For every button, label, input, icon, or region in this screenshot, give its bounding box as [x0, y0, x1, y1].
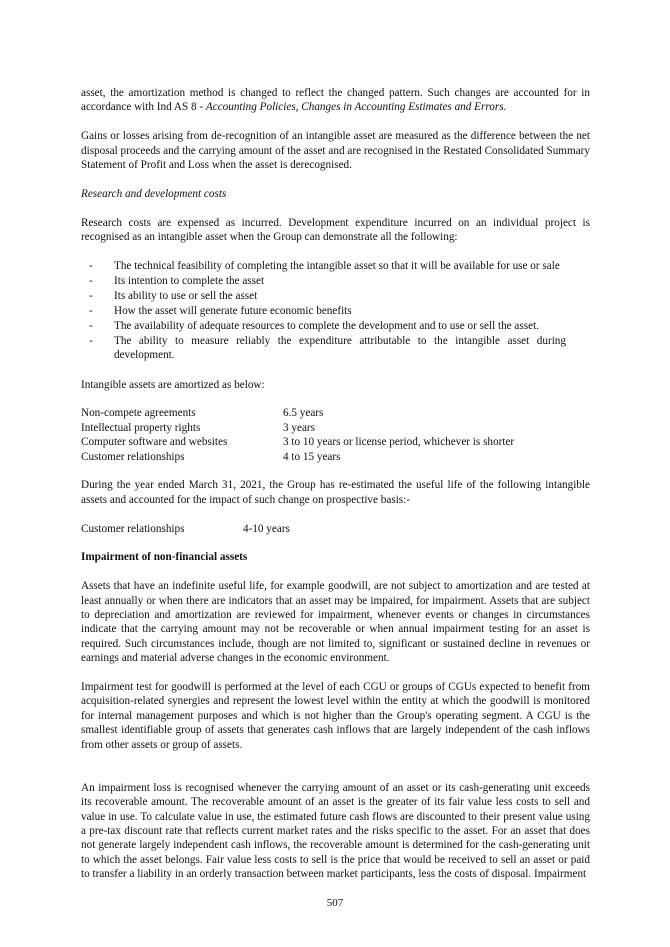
- list-item-text: The ability to measure reliably the expenditure attributable to the intangible asset during development.: [114, 334, 566, 362]
- dash-bullet: -: [89, 289, 93, 302]
- section-heading-research-development: Research and development costs: [81, 187, 227, 200]
- table-row: [81, 435, 514, 449]
- useful-life: 3 years: [283, 421, 315, 434]
- list-item-text: Its ability to use or sell the asset: [114, 289, 258, 302]
- asset-name: Non-compete agreements: [81, 407, 196, 420]
- paragraph-text: asset, the amortization method is changed to reflect the changed pattern. Such changes are accounted for in accordance with Ind AS 8 -: [81, 87, 590, 114]
- list-item: [81, 259, 590, 273]
- table-row: [81, 421, 514, 435]
- paragraph-amortization-method: [81, 86, 590, 115]
- asset-name: Computer software and websites: [81, 436, 228, 449]
- list-item: [81, 304, 590, 318]
- paragraph-research-costs: Research costs are expensed as incurred. Development expenditure incurred on an individual project is recognised as an intangible asset when the Group can demonstrate all the following:: [81, 216, 590, 244]
- amortization-table: [81, 406, 514, 464]
- useful-life: 4 to 15 years: [283, 450, 341, 463]
- paragraph-impairment-indefinite-life: Assets that have an indefinite useful life, for example goodwill, are not subject to amortization and are tested at least annually or when there are indicators that an asset may be impaired, for impairment. Assets that are subject to depreciation and amortization are reviewed for impairment, whenever events or changes in circumstances indicate that the carrying amount may not be recoverable or when annual impairment testing for an asset is required. Such circumstances include, though are not limited to, significant or sustained decline in revenues or earnings and material adverse changes in the economic environment.: [81, 580, 590, 665]
- useful-life: 3 to 10 years or license period, whichever is shorter: [283, 436, 515, 449]
- document-page-body: [81, 86, 590, 882]
- page-number: 507: [326, 897, 344, 909]
- useful-life: 6.5 years: [283, 407, 324, 420]
- dash-bullet: -: [89, 259, 93, 272]
- reestimation-table: [81, 522, 290, 536]
- paragraph-reestimation: During the year ended March 31, 2021, the Group has re-estimated the useful life of the following intangible assets and accounted for the impact of such change on prospective basis:-: [81, 479, 590, 506]
- dash-bullet: -: [89, 319, 93, 332]
- dash-bullet: -: [89, 274, 93, 287]
- list-item-text: How the asset will generate future economic benefits: [114, 304, 352, 317]
- paragraph-impairment-goodwill: Impairment test for goodwill is performed at the level of each CGU or groups of CGUs expected to benefit from acquisition-related synergies and represent the lowest level within the entity at which the goodwill is monitored for internal management purposes and which is not higher than the Group's operating segment. A CGU is the smallest identifiable group of assets that generates cash inflows that are largely independent of the cash inflows from other assets or group of assets.: [81, 681, 590, 751]
- asset-name: Intellectual property rights: [81, 421, 201, 434]
- paragraph-impairment-loss: An impairment loss is recognised whenever the carrying amount of an asset or its cash-generating unit exceeds its recoverable amount. The recoverable amount of an asset is the greater of its fair value less costs to sell and value in use. To calculate value in use, the estimated future cash flows are discounted to their present value using a pre-tax discount rate that reflects current market rates and the risks specific to the asset. For an asset that does not generate largely independent cash inflows, the recoverable amount is determined for the cash-generating unit to which the asset belongs. Fair value less costs to sell is the price that would be received to sell an asset or paid to transfer a liability in an orderly transaction between market participants, less the costs of disposal. Impairment: [81, 781, 590, 881]
- list-item-text: Its intention to complete the asset: [114, 274, 265, 287]
- paragraph-amortization-intro: Intangible assets are amortized as below:: [81, 378, 265, 391]
- criteria-list: [81, 259, 590, 363]
- list-item: [81, 334, 590, 363]
- list-item: [81, 289, 590, 303]
- list-item-text: The availability of adequate resources to complete the development and to use or sell the asset.: [114, 319, 539, 332]
- paragraph-derecognition: Gains or losses arising from de-recognition of an intangible asset are measured as the difference between the net disposal proceeds and the carrying amount of the asset and are recognised in the Restated Consolidated Summary Statement of Profit and Loss when the asset is derecognised.: [81, 130, 590, 172]
- dash-bullet: -: [89, 334, 93, 347]
- section-heading-impairment: Impairment of non-financial assets: [81, 551, 248, 564]
- useful-life: 4-10 years: [243, 522, 290, 535]
- asset-name: Customer relationships: [81, 450, 185, 463]
- standard-title-italic: Accounting Policies, Changes in Accounting Estimates and Errors.: [205, 101, 507, 114]
- list-item: [81, 319, 590, 333]
- list-item: [81, 274, 590, 288]
- asset-name: Customer relationships: [81, 522, 185, 535]
- table-row: [81, 522, 290, 536]
- dash-bullet: -: [89, 304, 93, 317]
- list-item-text: The technical feasibility of completing the intangible asset so that it will be available for use or sale: [114, 259, 560, 272]
- table-row: [81, 450, 514, 464]
- table-row: [81, 406, 514, 420]
